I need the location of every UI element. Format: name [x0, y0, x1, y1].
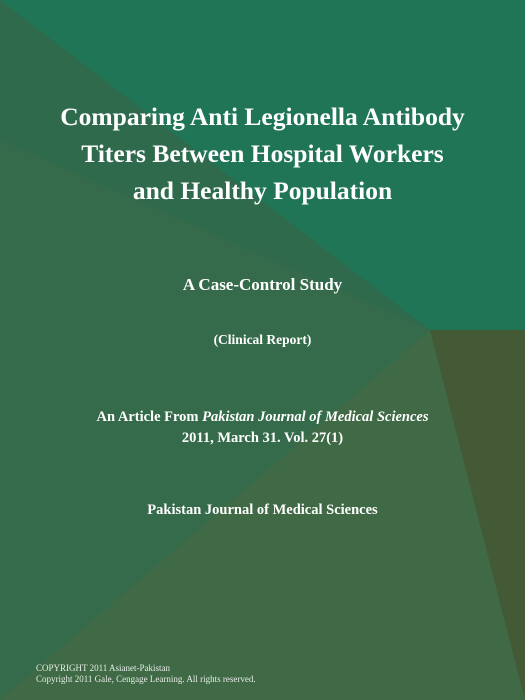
- report-type-label: (Clinical Report): [213, 332, 312, 347]
- book-title: [20, 98, 505, 209]
- book-subtitle: A Case-Control Study: [182, 275, 343, 294]
- article-date: 2011, March 31. Vol. 27(1): [181, 430, 344, 446]
- book-title-line-2: Titers Between Hospital Workers: [81, 139, 444, 168]
- article-source-prefix: An Article From: [96, 409, 203, 425]
- copyright-line-1: COPYRIGHT 2011 Asianet-Pakistan: [36, 663, 170, 673]
- copyright-notice: [36, 663, 256, 685]
- book-title-line-3: and Healthy Population: [132, 176, 393, 205]
- journal-name: Pakistan Journal of Medical Sciences: [202, 409, 429, 425]
- copyright-line-2: Copyright 2011 Gale, Cengage Learning. All rights reserved.: [36, 674, 256, 684]
- article-source-line: [0, 406, 525, 428]
- publisher-name: Pakistan Journal of Medical Sciences: [147, 502, 378, 518]
- book-title-line-1: Comparing Anti Legionella Antibody: [60, 102, 465, 131]
